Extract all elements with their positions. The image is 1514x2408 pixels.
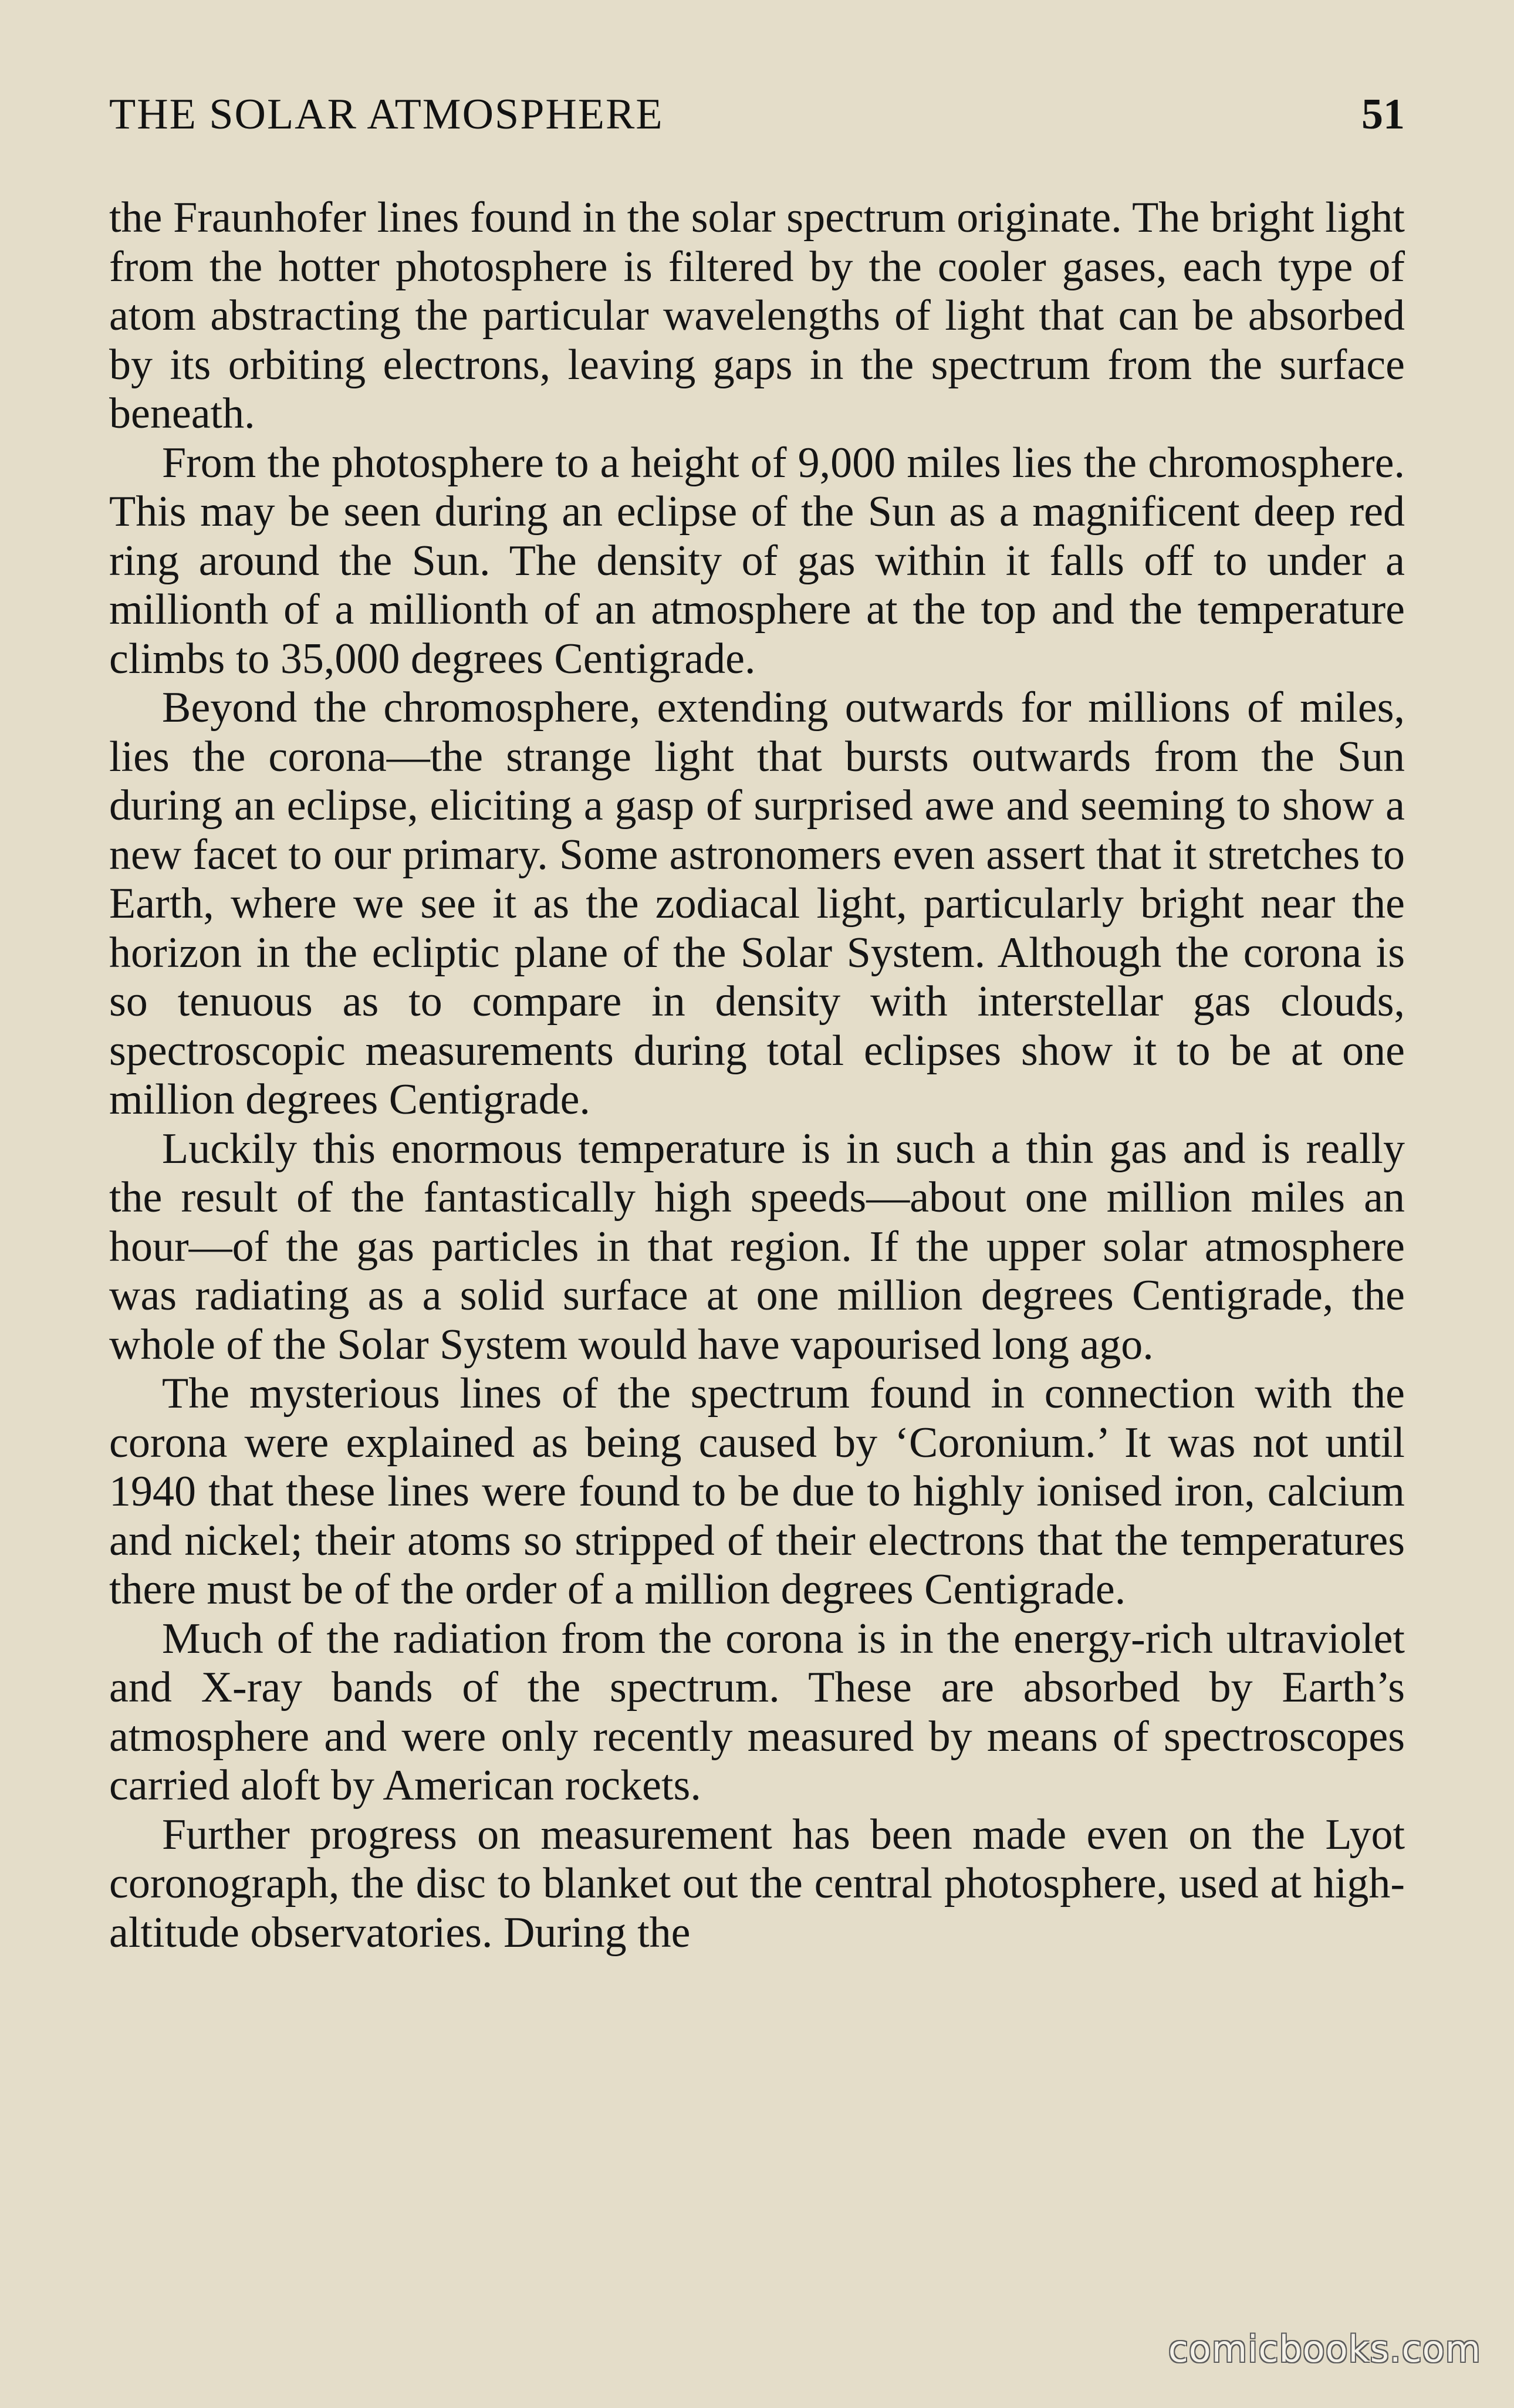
page-number: 51 (1361, 90, 1405, 138)
paragraph-coronograph: Further progress on measurement has been made even on the Lyot coronograph, the disc to blanket out the central photosphere, used at high-altitude observatories. During the (109, 1810, 1405, 1957)
running-head (109, 88, 1405, 141)
paragraph-corona: Beyond the chromosphere, extending outwards for millions of miles, lies the corona—the strange light that bursts outwards from the Sun during an eclipse, eliciting a gasp of surprised awe and seeming to show a new facet to our primary. Some astronomers even assert that it stretches to Earth, where we see it as the zodiacal light, particularly bright near the horizon in the ecliptic plane of the Solar System. Although the corona is so tenuous as to compare in density with interstellar gas clouds, spectroscopic measurements during total eclipses show it to be at one million degrees Centigrade. (109, 684, 1405, 1124)
paragraph-radiation: Much of the radiation from the corona is in the energy-rich ultraviolet and X-ray bands of the spectrum. These are absorbed by Earth’s atmosphere and were only recently measured by means of spectroscopes carried aloft by American rockets. (109, 1614, 1405, 1810)
paragraph-coronium: The mysterious lines of the spectrum found in connection with the corona were explained as being caused by ‘Coronium.’ It was not until 1940 that these lines were found to be due to highly ionised iron, calcium and nickel; their atoms so stripped of their electrons that the temperatures there must be of the order of a million degrees Centigrade. (109, 1369, 1405, 1614)
watermark: comicbooks.com (1168, 2328, 1481, 2370)
paragraph-continuation: the Fraunhofer lines found in the solar spectrum originate. The bright light from the hotter photosphere is filtered by the cooler gases, each type of atom abstracting the particular wavelengths of light that can be absorbed by its orbiting electrons, leaving gaps in the spectrum from the surface beneath. (109, 194, 1405, 438)
paragraph-chromosphere: From the photosphere to a height of 9,000 miles lies the chromosphere. This may be seen during an eclipse of the Sun as a magnificent deep red ring around the Sun. The density of gas within it falls off to under a millionth of a millionth of an atmosphere at the top and the temperature climbs to 35,000 degrees Centigrade. (109, 438, 1405, 683)
chapter-title: THE SOLAR ATMOSPHERE (109, 90, 664, 138)
paragraph-temperature: Luckily this enormous temperature is in such a thin gas and is really the result of the fantastically high speeds—about one million miles an hour—of the gas particles in that region. If the upper solar atmosphere was radiating as a solid surface at one million degrees Centigrade, the whole of the Solar System would have vapourised long ago. (109, 1124, 1405, 1369)
body-text (109, 194, 1405, 1957)
